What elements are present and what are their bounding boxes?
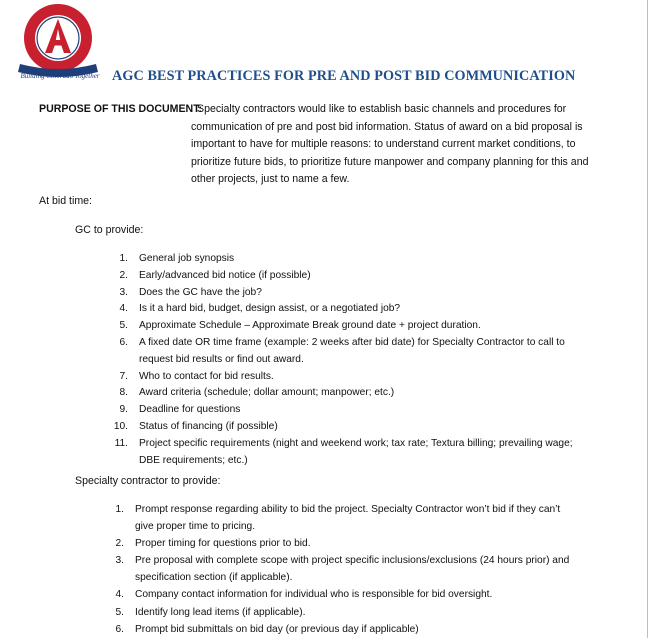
list-item	[96, 552, 569, 586]
purpose-line: communication of pre and post bid information. Status of award on a bid proposal is	[191, 120, 583, 133]
list-item	[100, 268, 573, 285]
list-item-number: 6.	[115, 623, 124, 635]
list-item	[100, 419, 573, 436]
list-item-continuation: specification section (if applicable).	[135, 572, 293, 584]
list-item-text: Early/advanced bid notice (if possible)	[139, 269, 311, 281]
list-item-number: 1.	[115, 504, 124, 515]
list-item-text: A fixed date OR time frame (example: 2 weeks after bid date) for Specialty Contractor to call to	[139, 336, 565, 348]
list-item-text: Project specific requirements (night and weekend work; tax rate; Textura billing; prevailing wage;	[139, 437, 573, 449]
list-item-text: Identify long lead items (if applicable).	[135, 606, 306, 618]
list-item	[100, 369, 573, 386]
list-item-text: Is it a hard bid, budget, design assist, or a negotiated job?	[139, 303, 401, 315]
list-item-number: 5.	[119, 320, 128, 332]
list-item-text: General job synopsis	[139, 253, 235, 264]
list-item-number: 7.	[119, 370, 128, 382]
list-item-continuation: DBE requirements; etc.)	[139, 454, 248, 466]
purpose-label: PURPOSE OF THIS DOCUMENT:	[39, 103, 203, 115]
document-title: AGC BEST PRACTICES FOR PRE AND POST BID COMMUNICATION	[112, 68, 576, 84]
list-item-text: Who to contact for bid results.	[139, 370, 274, 382]
specialty-contractor-heading: Specialty contractor to provide:	[75, 475, 221, 487]
list-item	[100, 402, 573, 419]
list-item-number: 8.	[119, 387, 128, 399]
list-item-number: 3.	[115, 555, 124, 567]
list-item-number: 2.	[119, 269, 128, 281]
purpose-line: prioritize future bids, to prioritize future manpower and company planning for this and	[191, 155, 589, 168]
list-item-text: Status of financing (if possible)	[139, 420, 278, 432]
list-item	[100, 285, 573, 302]
list-item	[100, 251, 573, 268]
list-item-text: Prompt response regarding ability to bid the project. Specialty Contractor won’t bid if they can’t	[135, 504, 561, 515]
list-item	[100, 318, 573, 335]
list-item	[100, 385, 573, 402]
list-item	[96, 501, 569, 535]
purpose-line: important to have for multiple reasons: to understand current market conditions, to	[191, 138, 576, 150]
purpose-body	[191, 101, 631, 189]
list-item-text: Prompt bid submittals on bid day (or previous day if applicable)	[135, 623, 419, 635]
list-item-number: 2.	[115, 538, 124, 550]
gc-requirements-list	[100, 251, 573, 469]
list-item	[96, 604, 569, 621]
list-item-continuation: give proper time to pricing.	[135, 521, 256, 533]
list-item	[100, 335, 573, 369]
list-item-text: Proper timing for questions prior to bid.	[135, 538, 311, 550]
purpose-line: other projects, just to name a few.	[191, 173, 350, 185]
list-item-number: 6.	[119, 336, 128, 348]
list-item-number: 1.	[119, 253, 128, 264]
list-item-text: Award criteria (schedule; dollar amount; manpower; etc.)	[139, 387, 395, 399]
logo-tagline: Building Colorado Together	[20, 72, 100, 80]
list-item	[96, 621, 569, 638]
list-item-text: Company contact information for individual who is responsible for bid oversight.	[135, 589, 493, 601]
list-item-number: 9.	[119, 404, 128, 416]
specialty-contractor-requirements-list	[96, 501, 569, 638]
list-item-number: 4.	[115, 589, 124, 601]
list-item-continuation: request bid results or find out award.	[139, 353, 304, 365]
list-item-text: Deadline for questions	[139, 404, 241, 416]
list-item-number: 5.	[115, 606, 124, 618]
purpose-line: Specialty contractors would like to establish basic channels and procedures for	[197, 103, 567, 115]
list-item-number: 11.	[114, 437, 128, 449]
list-item-number: 4.	[119, 303, 128, 315]
list-item	[96, 535, 569, 552]
list-item-text: Pre proposal with complete scope with project specific inclusions/exclusions (24 hours prior) and	[135, 555, 570, 567]
list-item-text: Does the GC have the job?	[139, 286, 262, 298]
list-item	[96, 586, 569, 603]
list-item-number: 10.	[113, 420, 128, 432]
list-item	[100, 301, 573, 318]
gc-to-provide-heading: GC to provide:	[75, 224, 144, 236]
list-item	[100, 436, 573, 470]
list-item-number: 3.	[119, 286, 128, 298]
at-bid-time-heading: At bid time:	[39, 195, 92, 207]
list-item-text: Approximate Schedule – Approximate Break ground date + project duration.	[139, 320, 481, 332]
